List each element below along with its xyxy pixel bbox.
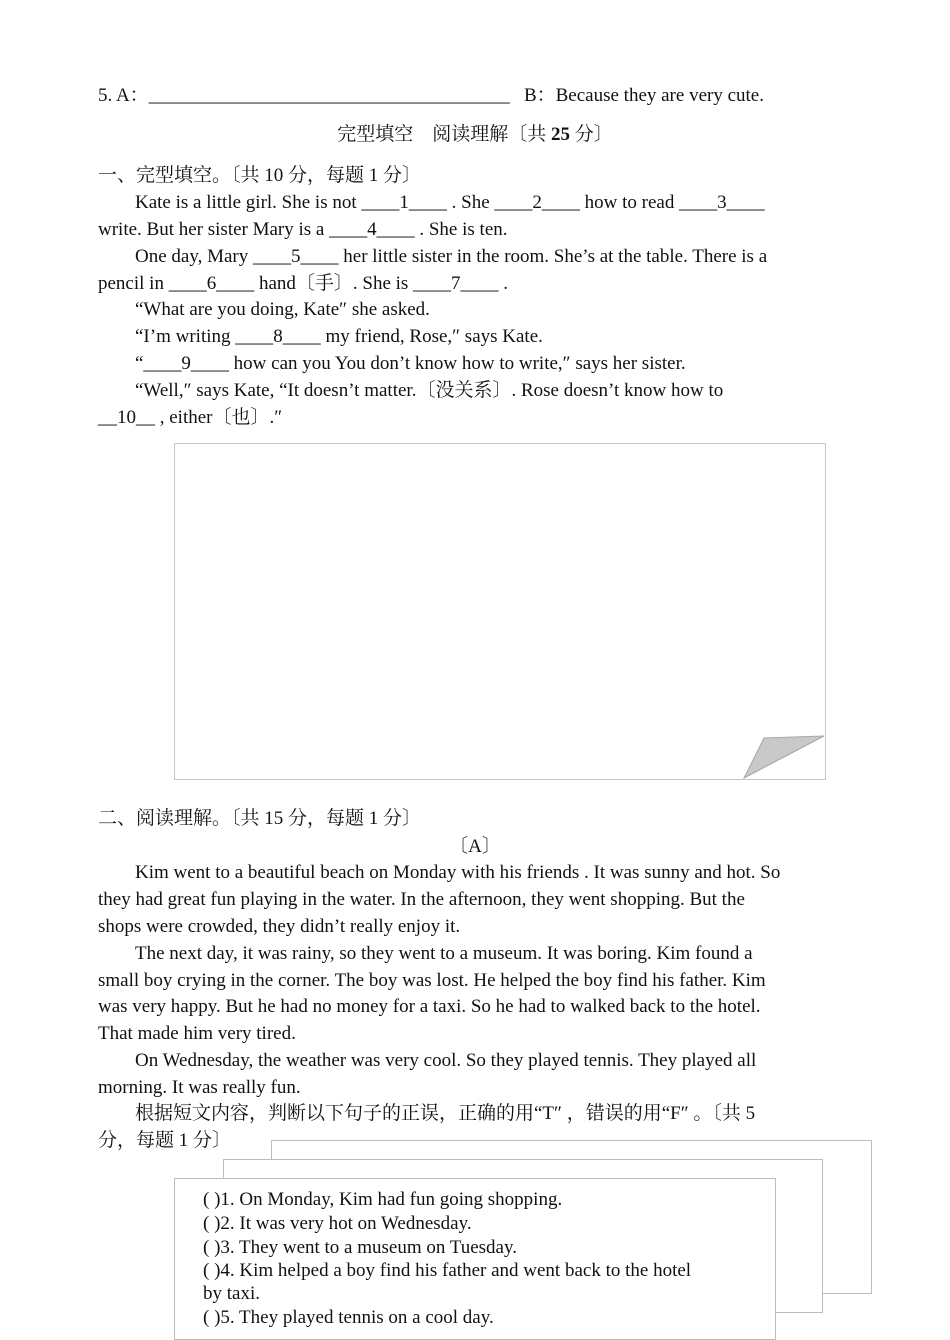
- reading-line: shops were crowded, they didn’t really enjoy it.: [98, 916, 461, 937]
- reading-line: On Wednesday, the weather was very cool. So they played tennis. They played all: [135, 1050, 757, 1071]
- cloze-line: “I’m writing ____8____ my friend, Rose,″ says Kate.: [135, 326, 543, 347]
- q5-answer-blank: ______________________________________: [148, 85, 510, 106]
- reading-line: they had great fun playing in the water. In the afternoon, they went shopping. But the: [98, 889, 745, 910]
- cloze-line: Kate is a little girl. She is not ____1____ . She ____2____ how to read ____3____: [135, 192, 765, 213]
- cloze-line: “What are you doing, Kate″ she asked.: [135, 299, 430, 320]
- section-header-text: 完型填空 阅读理解〔共: [337, 124, 551, 145]
- reading-line: That made him very tired.: [98, 1023, 296, 1044]
- reading-instruction: 分，每题 1 分〕: [98, 1130, 232, 1151]
- section-header-suffix: 分〕: [570, 124, 613, 145]
- cloze-line: One day, Mary ____5____ her little sister in the room. She’s at the table. There is a: [135, 246, 768, 267]
- cloze-line: “____9____ how can you You don’t know how to write,″ says her sister.: [135, 353, 686, 374]
- tf-question: ( )1. On Monday, Kim had fun going shopping.: [203, 1189, 563, 1210]
- cloze-line: pencil in ____6____ hand〔手〕. She is ____7____ .: [98, 273, 509, 294]
- reading-line: small boy crying in the corner. The boy was lost. He helped the boy find his father. Kim: [98, 970, 766, 991]
- reading-line: was very happy. But he had no money for a taxi. So he had to walked back to the hotel.: [98, 996, 761, 1017]
- cloze-line: “Well,″ says Kate, “It doesn’t matter.〔没关系〕. Rose doesn’t know how to: [135, 380, 724, 401]
- reading-passage-label: 〔A〕: [449, 836, 501, 857]
- reading-line: The next day, it was rainy, so they went to a museum. It was boring. Kim found a: [135, 943, 753, 964]
- q5-label: 5. A：: [98, 85, 149, 106]
- cloze-title: 一、完型填空。〔共 10 分，每题 1 分〕: [98, 165, 422, 186]
- section-header-score: 25: [551, 124, 570, 145]
- tf-question: ( )2. It was very hot on Wednesday.: [203, 1213, 472, 1234]
- q5-b-answer: B：Because they are very cute.: [523, 85, 764, 106]
- reading-instruction: 根据短文内容，判断以下句子的正误，正确的用“T″ ，错误的用“F″ 。〔共 5: [135, 1103, 756, 1124]
- tf-question-continued: by taxi.: [203, 1283, 260, 1304]
- tf-question: ( )4. Kim helped a boy find his father and went back to the hotel: [203, 1260, 692, 1281]
- cloze-line: write. But her sister Mary is a ____4____ . She is ten.: [98, 219, 508, 240]
- cloze-line: __10__ , either〔也〕.″: [98, 407, 283, 428]
- tf-question: ( )3. They went to a museum on Tuesday.: [203, 1237, 518, 1258]
- reading-line: morning. It was really fun.: [98, 1077, 301, 1098]
- tf-question: ( )5. They played tennis on a cool day.: [203, 1307, 494, 1328]
- reading-line: Kim went to a beautiful beach on Monday with his friends . It was sunny and hot. So: [135, 862, 781, 883]
- reading-title: 二、阅读理解。〔共 15 分，每题 1 分〕: [98, 808, 422, 829]
